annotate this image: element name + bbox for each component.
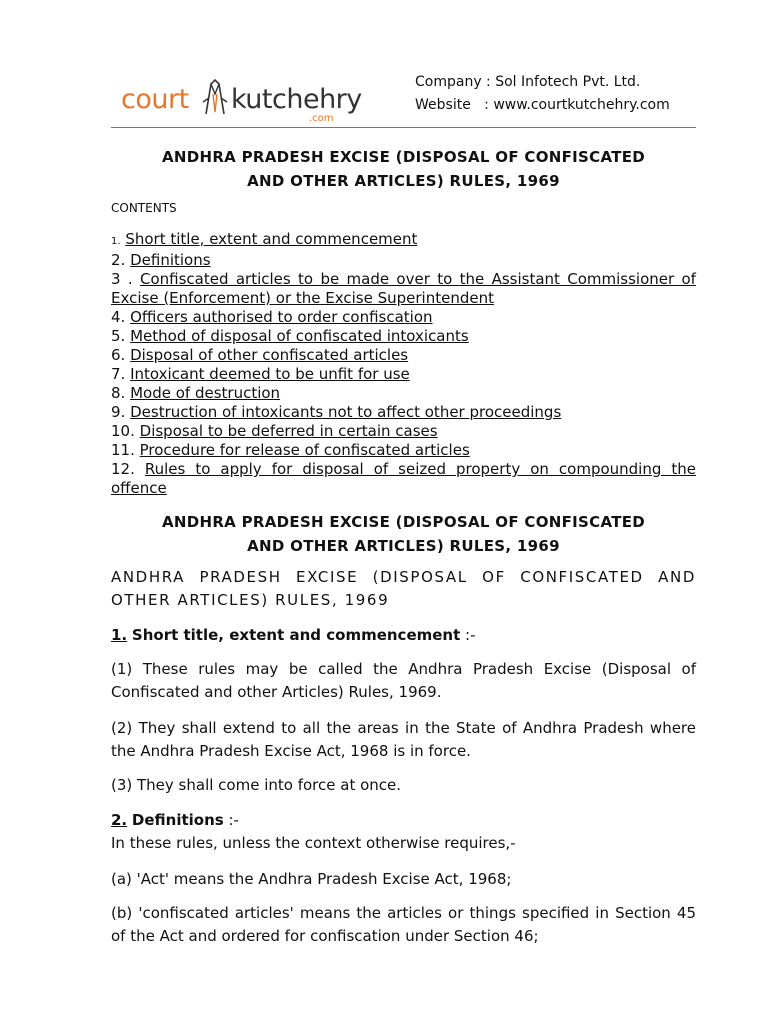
toc-number: 9. bbox=[111, 403, 126, 421]
toc-link-disposal-other-articles[interactable]: Disposal of other confiscated articles bbox=[130, 346, 409, 364]
toc-item bbox=[111, 308, 696, 327]
title-line-1: ANDHRA PRADESH EXCISE (DISPOSAL OF CONFISCATED bbox=[161, 513, 646, 531]
toc-link-destruction-proceedings[interactable]: Destruction of intoxicants not to affect other proceedings bbox=[130, 403, 562, 421]
toc-item bbox=[111, 365, 696, 384]
rule-paragraph: In these rules, unless the context otherwise requires,- bbox=[111, 834, 516, 852]
logo-kutchehry-text: kutchehry bbox=[231, 84, 362, 115]
toc-item bbox=[111, 441, 696, 460]
toc-number: 7. bbox=[111, 365, 126, 383]
toc-number: 3 . bbox=[111, 270, 133, 288]
header-divider bbox=[111, 127, 696, 128]
toc-number: 8. bbox=[111, 384, 126, 402]
rule-paragraph: (a) 'Act' means the Andhra Pradesh Excise Act, 1968; bbox=[111, 870, 512, 888]
toc-link-intoxicant-unfit[interactable]: Intoxicant deemed to be unfit for use bbox=[130, 365, 410, 383]
toc-number: 11. bbox=[111, 441, 135, 459]
section-suffix: :- bbox=[460, 626, 476, 644]
toc-link-method-of-disposal[interactable]: Method of disposal of confiscated intoxicants bbox=[130, 327, 469, 345]
rule-paragraph: (1) These rules may be called the Andhra Pradesh Excise (Disposal of Confiscated and other Articles) Rules, 1969. bbox=[111, 660, 696, 701]
toc-link-confiscated-articles[interactable]: Confiscated articles to be made over to the Assistant Commissioner of Excise (Enforcement) or the Excise Superintendent bbox=[111, 270, 696, 307]
toc-item bbox=[111, 422, 696, 441]
lawyer-robe-icon bbox=[200, 78, 230, 118]
intro-heading: ANDHRA PRADESH EXCISE (DISPOSAL OF CONFISCATED AND OTHER ARTICLES) RULES, 1969 bbox=[111, 568, 696, 609]
title-line-2: AND OTHER ARTICLES) RULES, 1969 bbox=[247, 537, 560, 555]
toc-item bbox=[111, 346, 696, 365]
toc-link-rules-compounding[interactable]: Rules to apply for disposal of seized property on compounding the offence bbox=[111, 460, 696, 497]
section-heading bbox=[111, 624, 696, 647]
toc-number: 10. bbox=[111, 422, 135, 440]
company-line: Company : Sol Infotech Pvt. Ltd. bbox=[415, 74, 641, 90]
toc-item bbox=[111, 403, 696, 422]
toc-link-officers-authorised[interactable]: Officers authorised to order confiscation bbox=[130, 308, 433, 326]
toc-item bbox=[111, 251, 696, 270]
toc-number: 4. bbox=[111, 308, 126, 326]
document-title-repeat bbox=[111, 510, 696, 558]
title-line-2: AND OTHER ARTICLES) RULES, 1969 bbox=[247, 172, 560, 190]
logo-court-text: court bbox=[121, 84, 189, 115]
toc-number: 1. bbox=[111, 236, 121, 247]
section-number[interactable]: 2. bbox=[111, 811, 128, 829]
toc-link-mode-of-destruction[interactable]: Mode of destruction bbox=[130, 384, 281, 402]
toc-item bbox=[111, 384, 696, 403]
section-title: Definitions bbox=[131, 811, 224, 829]
toc-number: 2. bbox=[111, 251, 126, 269]
document-title bbox=[111, 145, 696, 193]
rule-paragraph: (b) 'confiscated articles' means the articles or things specified in Section 45 of the Act and ordered for confiscation under Section 46; bbox=[111, 904, 696, 945]
toc-link-short-title[interactable]: Short title, extent and commencement bbox=[125, 230, 418, 248]
section-suffix: :- bbox=[223, 811, 239, 829]
rule-paragraph: (3) They shall come into force at once. bbox=[111, 776, 402, 794]
toc-item bbox=[111, 460, 696, 498]
toc-item bbox=[111, 270, 696, 308]
toc-number: 6. bbox=[111, 346, 126, 364]
logo-dotcom-text: .com bbox=[309, 113, 334, 124]
section-title: Short title, extent and commencement bbox=[131, 626, 461, 644]
section-number[interactable]: 1. bbox=[111, 626, 128, 644]
toc-item bbox=[111, 230, 696, 251]
rule-paragraph: (2) They shall extend to all the areas in the State of Andhra Pradesh where the Andhra Pradesh Excise Act, 1968 is in force. bbox=[111, 719, 696, 760]
title-line-1: ANDHRA PRADESH EXCISE (DISPOSAL OF CONFISCATED bbox=[161, 148, 646, 166]
toc-number: 12. bbox=[111, 460, 135, 478]
table-of-contents bbox=[111, 230, 696, 498]
company-info bbox=[415, 71, 670, 117]
toc-link-procedure-release[interactable]: Procedure for release of confiscated articles bbox=[139, 441, 470, 459]
website-line: Website : www.courtkutchehry.com bbox=[415, 97, 670, 113]
toc-link-definitions[interactable]: Definitions bbox=[130, 251, 211, 269]
toc-item bbox=[111, 327, 696, 346]
toc-link-disposal-deferred[interactable]: Disposal to be deferred in certain cases bbox=[139, 422, 438, 440]
toc-number: 5. bbox=[111, 327, 126, 345]
section-heading bbox=[111, 809, 696, 832]
contents-label: CONTENTS bbox=[111, 201, 177, 215]
